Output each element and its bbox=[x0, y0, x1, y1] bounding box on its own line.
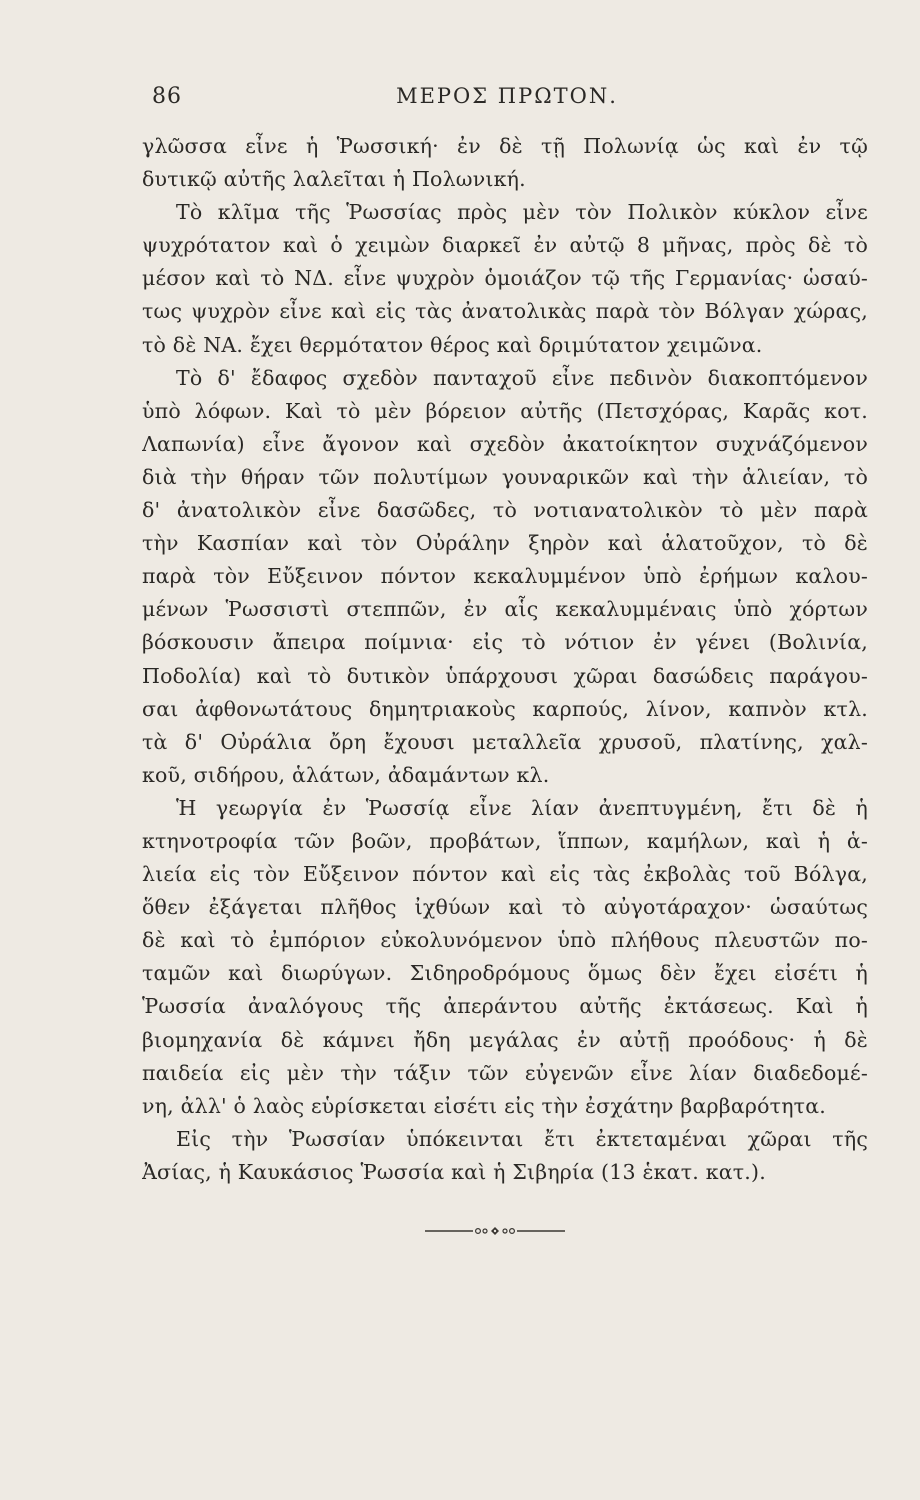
body-text bbox=[142, 130, 868, 1189]
text-line: παρὰ τὸν Εὔξεινον πόντον κεκαλυμμένον ὑπὸ ἐρήμων καλου- bbox=[142, 564, 868, 589]
text-line: Τὸ δ' ἔδαφος σχεδὸν πανταχοῦ εἶνε πεδινὸν διακοπτόμενον bbox=[176, 365, 868, 390]
text-line: νη, ἀλλ' ὁ λαὸς εὑρίσκεται εἰσέτι εἰς τὴν ἐσχάτην βαρβαρότητα. bbox=[142, 1093, 826, 1118]
text-line: Εἰς τὴν Ῥωσσίαν ὑπόκεινται ἔτι ἐκτεταμέναι χῶραι τῆς bbox=[176, 1126, 868, 1151]
text-line: ὅθεν ἐξάγεται πλῆθος ἰχθύων καὶ τὸ αὐγοτάραχον· ὡσαύτως bbox=[142, 895, 868, 920]
page-header: ΜΕΡΟΣ ΠΡΩΤΟΝ. bbox=[396, 84, 618, 108]
text-line: γλῶσσα εἶνε ἡ Ῥωσσική· ἐν δὲ τῇ Πολωνίᾳ ὡς καὶ ἐν τῷ bbox=[142, 134, 868, 158]
text-line: δυτικῷ αὐτῆς λαλεῖται ἡ Πολωνική. bbox=[142, 167, 526, 192]
text-line: Ἀσίας, ἡ Καυκάσιος Ῥωσσία καὶ ἡ Σιβηρία (13 ἑκατ. κατ.). bbox=[142, 1159, 766, 1184]
text-line: τὴν Κασπίαν καὶ τὸν Οὐράλην ξηρὸν καὶ ἁλατοῦχον, τὸ δὲ bbox=[142, 531, 868, 556]
text-line: βόσκουσιν ἄπειρα ποίμνια· εἰς τὸ νότιον ἐν γένει (Βολινία, bbox=[142, 630, 868, 655]
text-line: τὰ δ' Οὐράλια ὄρη ἔχουσι μεταλλεῖα χρυσοῦ, πλατίνης, χαλ- bbox=[142, 729, 868, 754]
text-line: ταμῶν καὶ διωρύγων. Σιδηροδρόμους ὅμως δὲν ἔχει εἰσέτι ἡ bbox=[142, 961, 868, 986]
text-line: παιδεία εἰς μὲν τὴν τάξιν τῶν εὐγενῶν εἶνε λίαν διαδεδομέ- bbox=[142, 1060, 868, 1085]
text-line: τὸ δὲ ΝΑ. ἔχει θερμότατον θέρος καὶ δριμύτατον χειμῶνα. bbox=[142, 332, 763, 357]
text-line: δὲ καὶ τὸ ἐμπόριον εὐκολυνόμενον ὑπὸ πλήθους πλευστῶν πο- bbox=[142, 928, 868, 953]
running-head bbox=[152, 84, 862, 116]
text-line: ὑπὸ λόφων. Καὶ τὸ μὲν βόρειον αὐτῆς (Πετσχόρας, Καρᾶς κοτ. bbox=[142, 398, 868, 423]
text-line: κοῦ, σιδήρου, ἁλάτων, ἀδαμάντων κλ. bbox=[142, 762, 550, 787]
text-line: Ποδολία) καὶ τὸ δυτικὸν ὑπάρχουσι χῶραι δασώδεις παράγου- bbox=[142, 663, 868, 688]
page-number: 86 bbox=[152, 84, 182, 109]
text-line: διὰ τὴν θήραν τῶν πολυτίμων γουναρικῶν καὶ τὴν ἁλιείαν, τὸ bbox=[142, 464, 868, 489]
text-line: Ῥωσσία ἀναλόγους τῆς ἀπεράντου αὐτῆς ἐκτάσεως. Καὶ ἡ bbox=[142, 994, 868, 1019]
text-line: λιεία εἰς τὸν Εὔξεινον πόντον καὶ εἰς τὰς ἐκβολὰς τοῦ Βόλγα, bbox=[142, 862, 868, 887]
text-line: σαι ἀφθονωτάτους δημητριακοὺς καρπούς, λίνον, καπνὸν κτλ. bbox=[142, 696, 868, 721]
text-line: Τὸ κλῖμα τῆς Ῥωσσίας πρὸς μὲν τὸν Πολικὸν κύκλον εἶνε bbox=[176, 200, 868, 225]
text-line: βιομηχανία δὲ κάμνει ἤδη μεγάλας ἐν αὐτῇ προόδους· ἡ δὲ bbox=[142, 1027, 868, 1052]
text-line: μένων Ῥωσσιστὶ στεππῶν, ἐν αἷς κεκαλυμμέναις ὑπὸ χόρτων bbox=[142, 597, 868, 622]
text-line: μέσον καὶ τὸ ΝΔ. εἶνε ψυχρὸν ὁμοιάζον τῷ τῆς Γερμανίας· ὡσαύ- bbox=[142, 266, 868, 291]
text-line: δ' ἀνατολικὸν εἶνε δασῶδες, τὸ νοτιανατολικὸν τὸ μὲν παρὰ bbox=[142, 498, 868, 523]
text-line: κτηνοτροφία τῶν βοῶν, προβάτων, ἵππων, καμήλων, καὶ ἡ ἁ- bbox=[142, 828, 868, 853]
text-line: Λαπωνία) εἶνε ἄγονον καὶ σχεδὸν ἀκατοίκητον συχνάζόμενον bbox=[142, 431, 868, 456]
text-line: ψυχρότατον καὶ ὁ χειμὼν διαρκεῖ ἐν αὐτῷ 8 μῆνας, πρὸς δὲ τὸ bbox=[142, 233, 868, 258]
ornament-divider bbox=[425, 1224, 565, 1238]
text-line: Ἡ γεωργία ἐν Ῥωσσίᾳ εἶνε λίαν ἀνεπτυγμένη, ἔτι δὲ ἡ bbox=[176, 795, 868, 820]
text-line: τως ψυχρὸν εἶνε καὶ εἰς τὰς ἀνατολικὰς παρὰ τὸν Βόλγαν χώρας, bbox=[142, 299, 868, 324]
